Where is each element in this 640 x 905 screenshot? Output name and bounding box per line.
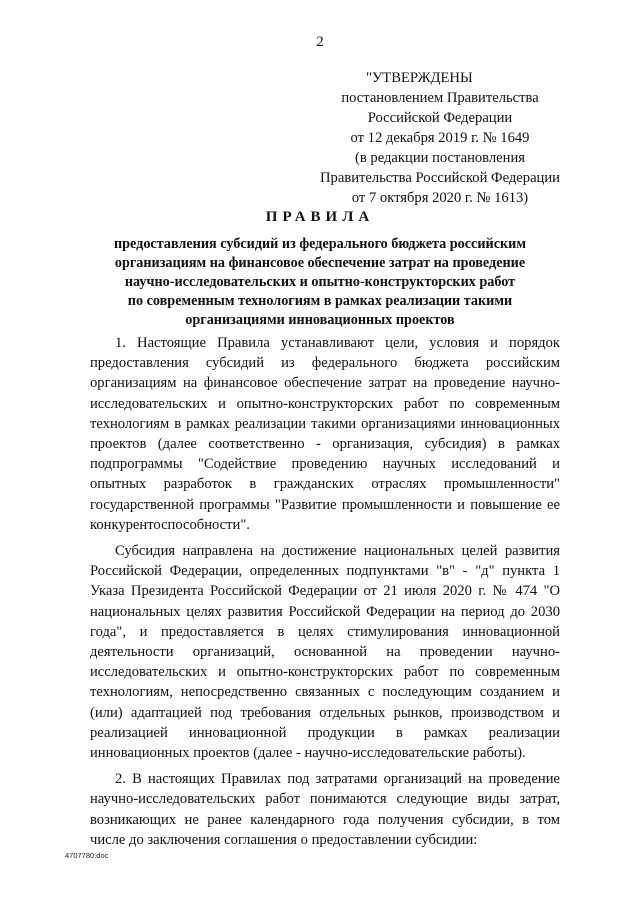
approval-line: постановлением Правительства	[341, 90, 539, 106]
subtitle-line: организациям на финансовое обеспечение затрат на проведение	[114, 255, 526, 271]
subtitle-line: организациями инновационных проектов	[185, 312, 455, 328]
approval-line: от 7 октября 2020 г. № 1613)	[351, 190, 529, 206]
body-text	[90, 333, 560, 850]
subtitle-line: по современным технологиям в рамках реализации такими	[127, 293, 513, 309]
paragraph-1: 1. Настоящие Правила устанавливают цели, условия и порядок предоставления субсидий из федерального бюджета российским организациям на финансовое обеспечение затрат на проведение научно-исследовательских и опытно-конструкторских работ по современным технологиям в рамках реализации такими организациями инновационных проектов (далее соответственно - организация, субсидия) в рамках подпрограммы "Содействие проведению научных исследований и опытных разработок в гражданских отраслях промышленности" государственной программы "Развитие промышленности и повышение ее конкурентоспособности".	[90, 335, 560, 533]
approval-block	[320, 68, 560, 208]
subtitle-line: предоставления субсидий из федерального бюджета российским	[113, 236, 527, 252]
approval-line: от 12 декабря 2019 г. № 1649	[350, 130, 530, 146]
page-number: 2	[316, 34, 324, 50]
subtitle-line: научно-исследовательских и опытно-конструкторских работ	[124, 274, 516, 290]
approval-line: (в редакции постановления	[355, 150, 525, 166]
document-title: ПРАВИЛА	[265, 209, 375, 225]
document-subtitle	[90, 235, 550, 330]
approval-line: Правительства Российской Федерации	[320, 170, 560, 186]
file-name-footer: 4707780.doc	[65, 851, 109, 860]
approval-line: Российской Федерации	[367, 110, 513, 126]
paragraph-2: Субсидия направлена на достижение национальных целей развития Российской Федерации, определенных подпунктами "в" - "д" пункта 1 Указа Президента Российской Федерации от 21 июля 2020 г. № 474 "О национальных целях развития Российской Федерации на период до 2030 года", и предоставляется в целях стимулирования инновационной деятельности организаций, основанной на проведении научно-исследовательских и опытно-конструкторских работ по современным технологиям, непосредственно связанных с последующим созданием и (или) адаптацией под требования отдельных рынков, производством и реализацией инновационной продукции в рамках реализации инновационных проектов (далее - научно-исследовательские работы).	[90, 543, 560, 762]
paragraph-3: 2. В настоящих Правилах под затратами организаций на проведение научно-исследовательских работ понимаются следующие виды затрат, возникающих не ранее календарного года получения субсидии, в том числе до заключения соглашения о предоставлении субсидии:	[90, 771, 560, 848]
approval-line: "УТВЕРЖДЕНЫ	[366, 70, 473, 86]
